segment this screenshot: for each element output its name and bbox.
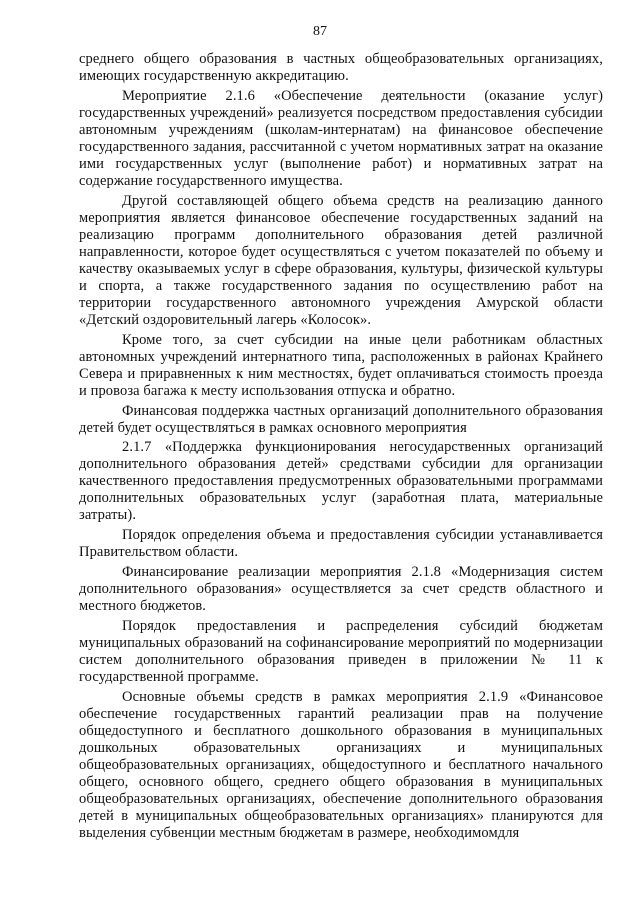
page-number: 87	[313, 24, 327, 39]
paragraph-8: Финансирование реализации мероприятия 2.1.8 «Модернизация систем дополнительного образования» осуществляется за счет средств областного и местного бюджетов.	[79, 564, 603, 614]
paragraph-7: Порядок определения объема и предоставления субсидии устанавливается Правительством области.	[79, 527, 603, 560]
document-body	[79, 51, 603, 845]
paragraph-10: Основные объемы средств в рамках мероприятия 2.1.9 «Финансовое обеспечение государственных гарантий реализации прав на получение общедоступного и бесплатного дошкольного образования в муниципальных дошкольных образовательных организациях и муниципальных общеобразовательных организациях, общедоступного и бесплатного начального общего, основного общего, среднего общего образования в муниципальных общеобразовательных организациях, обеспечение дополнительного образования детей в муниципальных общеобразовательных организациях» планируются для выделения субвенции местным бюджетам в размере, необходимомдля	[79, 689, 603, 841]
paragraph-1: среднего общего образования в частных общеобразовательных организациях, имеющих государственную аккредитацию.	[79, 51, 603, 84]
paragraph-6: 2.1.7 «Поддержка функционирования негосударственных организаций дополнительного образования детей» средствами субсидии для организации качественного предоставления предусмотренных образовательными программами дополнительных образовательных услуг (заработная плата, материальные затраты).	[79, 439, 603, 523]
paragraph-3: Другой составляющей общего объема средств на реализацию данного мероприятия является финансовое обеспечение государственных заданий на реализацию программ дополнительного образования детей различной направленности, которое будет осуществляться с учетом показателей по объему и качеству оказываемых услуг в сфере образования, культуры, физической культуры и спорта, а также государственного задания по осуществлению работ на территории государственного автономного учреждения Амурской области «Детский оздоровительный лагерь «Колосок».	[79, 193, 603, 328]
paragraph-2: Мероприятие 2.1.6 «Обеспечение деятельности (оказание услуг) государственных учреждений» реализуется посредством предоставления субсидии автономным учреждениям (школам-интернатам) на финансовое обеспечение государственного задания, рассчитанной с учетом нормативных затрат на оказание ими государственных услуг (выполнение работ) и нормативных затрат на содержание государственного имущества.	[79, 88, 603, 189]
paragraph-5: Финансовая поддержка частных организаций дополнительного образования детей будет осуществляться в рамках основного мероприятия	[79, 403, 603, 436]
paragraph-4: Кроме того, за счет субсидии на иные цели работникам областных автономных учреждений интернатного типа, расположенных в районах Крайнего Севера и приравненных к ним местностях, будет оплачиваться стоимость проезда и провоза багажа к месту использования отпуска и обратно.	[79, 332, 603, 399]
paragraph-9: Порядок предоставления и распределения субсидий бюджетам муниципальных образований на софинансирование мероприятий по модернизации систем дополнительного образования приведен в приложении № 11 к государственной программе.	[79, 618, 603, 685]
